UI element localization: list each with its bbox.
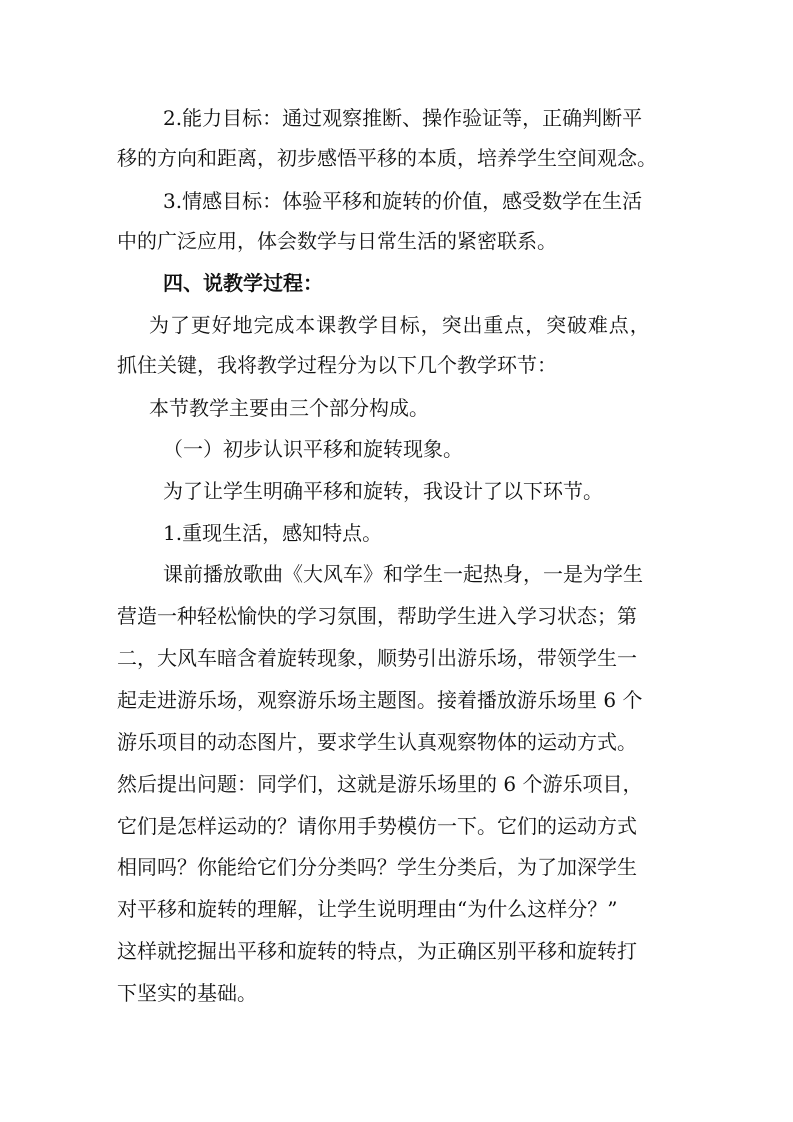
ability-goal-line-2: 移的方向和距离，初步感悟平移的本质，培养学生空间观念。 <box>117 146 657 170</box>
body-paragraph-line-3: 二，大风车暗含着旋转现象，顺势引出游乐场，带领学生一 <box>117 646 637 670</box>
intro-paragraph-line-1: 为了更好地完成本课教学目标，突出重点，突破难点， <box>149 313 651 337</box>
intro-paragraph-line-2: 抓住关键，我将教学过程分为以下几个教学环节： <box>117 353 557 377</box>
body-paragraph-line-8: 相同吗？你能给它们分分类吗？学生分类后，为了加深学生 <box>117 855 637 879</box>
body-paragraph-line-9: 对平移和旋转的理解，让学生说明理由“为什么这样分？” <box>117 897 618 921</box>
body-paragraph-line-6: 然后提出问题：同学们，这就是游乐场里的 6 个游乐项目， <box>117 772 643 796</box>
design-sentence: 为了让学生明确平移和旋转，我设计了以下环节。 <box>163 479 603 503</box>
body-paragraph-line-10: 这样就挖掘出平移和旋转的特点，为正确区别平移和旋转打 <box>117 939 637 963</box>
body-paragraph-line-1: 课前播放歌曲《大风车》和学生一起热身，一是为学生 <box>163 562 643 586</box>
structure-sentence: 本节教学主要由三个部分构成。 <box>149 396 429 420</box>
body-paragraph-line-4: 起走进游乐场，观察游乐场主题图。接着播放游乐场里 6 个 <box>117 688 643 712</box>
section-heading-teaching-process: 四、说教学过程： <box>163 271 323 295</box>
body-paragraph-line-5: 游乐项目的动态图片，要求学生认真观察物体的运动方式。 <box>117 730 637 754</box>
emotion-goal-line-1: 3.情感目标：体验平移和旋转的价值，感受数学在生活 <box>163 189 643 213</box>
step-heading-1: 1.重现生活，感知特点。 <box>163 521 383 545</box>
body-paragraph-line-7: 它们是怎样运动的？请你用手势模仿一下。它们的运动方式 <box>117 814 637 838</box>
subsection-heading-1: （一）初步认识平移和旋转现象。 <box>163 437 463 461</box>
body-paragraph-line-11: 下坚实的基础。 <box>117 981 257 1005</box>
ability-goal-line-1: 2.能力目标：通过观察推断、操作验证等，正确判断平 <box>163 106 643 130</box>
body-paragraph-line-2: 营造一种轻松愉快的学习氛围，帮助学生进入学习状态；第 <box>117 604 637 628</box>
emotion-goal-line-2: 中的广泛应用，体会数学与日常生活的紧密联系。 <box>117 229 557 253</box>
